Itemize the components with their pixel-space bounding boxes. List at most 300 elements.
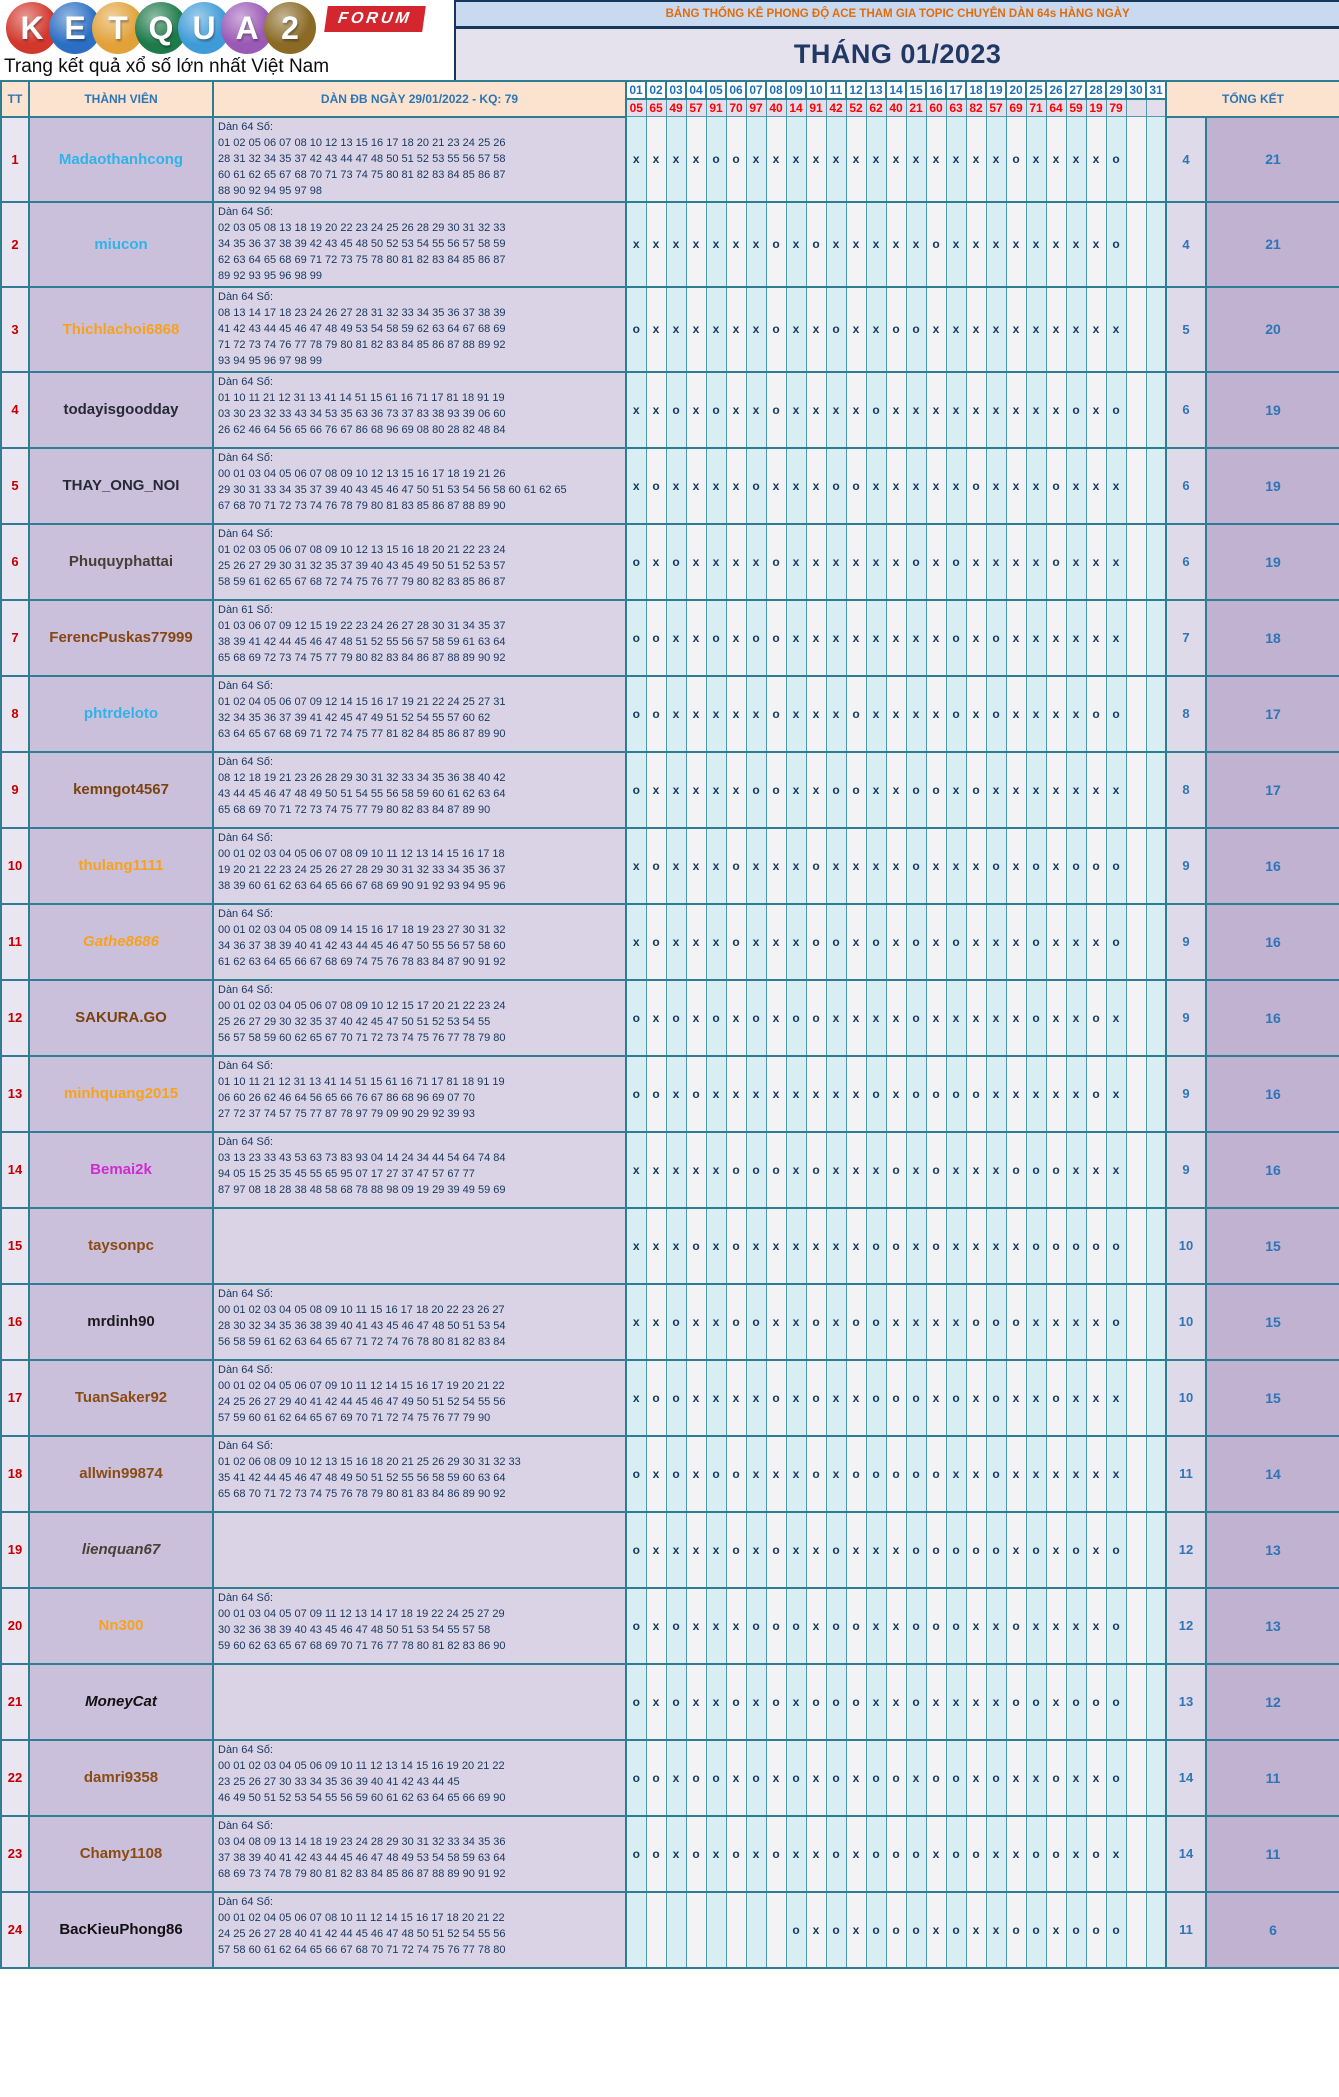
logo-letter: 2 xyxy=(264,2,316,54)
mark-cell-day-15: x xyxy=(906,676,926,752)
mark-cell-day-11: x xyxy=(826,1284,846,1360)
mark-cell-day-11: x xyxy=(826,828,846,904)
total-miss-count: 4 xyxy=(1166,202,1206,287)
kq-value-01: 05 xyxy=(626,99,646,117)
day-column-header-16: 16 xyxy=(926,81,946,99)
mark-cell-day-08: o xyxy=(766,202,786,287)
member-name[interactable]: taysonpc xyxy=(29,1208,213,1284)
column-header-total: TỔNG KẾT xyxy=(1166,81,1339,117)
mark-cell-day-11: o xyxy=(826,1740,846,1816)
dan-title: Dàn 64 Số: xyxy=(218,1743,274,1756)
mark-cell-day-04: x xyxy=(686,202,706,287)
mark-cell-day-05: x xyxy=(706,1132,726,1208)
mark-cell-day-20: x xyxy=(1006,1360,1026,1436)
mark-cell-day-05: o xyxy=(706,1740,726,1816)
row-number: 3 xyxy=(1,287,29,372)
mark-cell-day-16: x xyxy=(926,600,946,676)
day-column-header-07: 07 xyxy=(746,81,766,99)
dan-cell xyxy=(213,448,626,524)
dan-title: Dàn 64 Số: xyxy=(218,290,274,303)
mark-cell-day-28: o xyxy=(1086,980,1106,1056)
mark-cell-day-08: x xyxy=(766,1436,786,1512)
member-row-23 xyxy=(1,1816,1339,1892)
member-name[interactable]: phtrdeloto xyxy=(29,676,213,752)
mark-cell-day-06: o xyxy=(726,1208,746,1284)
member-name[interactable]: damri9358 xyxy=(29,1740,213,1816)
mark-cell-day-05: x xyxy=(706,1816,726,1892)
mark-cell-day-30 xyxy=(1126,1588,1146,1664)
member-name[interactable]: Thichlachoi6868 xyxy=(29,287,213,372)
day-column-header-12: 12 xyxy=(846,81,866,99)
mark-cell-day-15: o xyxy=(906,1816,926,1892)
mark-cell-day-16: x xyxy=(926,1284,946,1360)
mark-cell-day-30 xyxy=(1126,1436,1146,1512)
kq-value-26: 64 xyxy=(1046,99,1066,117)
mark-cell-day-05: x xyxy=(706,1056,726,1132)
mark-cell-day-17: o xyxy=(946,1056,966,1132)
dan-line: 68 69 73 74 78 79 80 81 82 83 84 85 86 87 88 89 90 91 92 xyxy=(218,1868,506,1881)
mark-cell-day-04: x xyxy=(686,1284,706,1360)
dan-title: Dàn 64 Số: xyxy=(218,983,274,996)
mark-cell-day-14: o xyxy=(886,1132,906,1208)
mark-cell-day-31 xyxy=(1146,1284,1166,1360)
member-name[interactable]: todayisgoodday xyxy=(29,372,213,448)
mark-cell-day-28: o xyxy=(1086,1056,1106,1132)
mark-cell-day-12: x xyxy=(846,372,866,448)
mark-cell-day-10: x xyxy=(806,1512,826,1588)
stats-table xyxy=(0,80,1339,1969)
dan-cell xyxy=(213,1132,626,1208)
dan-title: Dàn 64 Số: xyxy=(218,1819,274,1832)
mark-cell-day-25: x xyxy=(1026,1360,1046,1436)
mark-cell-day-19: o xyxy=(986,1360,1006,1436)
dan-title: Dàn 64 Số: xyxy=(218,831,274,844)
mark-cell-day-16: x xyxy=(926,1892,946,1968)
mark-cell-day-04: x xyxy=(686,1588,706,1664)
mark-cell-day-11: x xyxy=(826,1132,846,1208)
member-name[interactable]: lienquan67 xyxy=(29,1512,213,1588)
member-row-12 xyxy=(1,980,1339,1056)
mark-cell-day-13: o xyxy=(866,372,886,448)
mark-cell-day-06: o xyxy=(726,904,746,980)
mark-cell-day-18: x xyxy=(966,600,986,676)
dan-line: 28 31 32 34 35 37 42 43 44 47 48 50 51 52 53 55 56 57 58 xyxy=(218,152,506,165)
mark-cell-day-04: x xyxy=(686,1360,706,1436)
kq-value-16: 60 xyxy=(926,99,946,117)
dan-title: Dàn 64 Số: xyxy=(218,1439,274,1452)
mark-cell-day-12: x xyxy=(846,1208,866,1284)
mark-cell-day-01: x xyxy=(626,372,646,448)
mark-cell-day-19: x xyxy=(986,287,1006,372)
mark-cell-day-02: x xyxy=(646,1664,666,1740)
member-name[interactable]: THAY_ONG_NOI xyxy=(29,448,213,524)
mark-cell-day-15: o xyxy=(906,904,926,980)
mark-cell-day-26: o xyxy=(1046,1132,1066,1208)
mark-cell-day-28: x xyxy=(1086,287,1106,372)
dan-line: 00 01 03 04 05 06 07 08 09 10 12 13 15 16 17 18 19 21 26 xyxy=(218,467,506,480)
mark-cell-day-04: x xyxy=(686,372,706,448)
member-name[interactable]: TuanSaker92 xyxy=(29,1360,213,1436)
row-number: 2 xyxy=(1,202,29,287)
mark-cell-day-14: x xyxy=(886,1056,906,1132)
total-miss-count: 9 xyxy=(1166,904,1206,980)
dan-cell xyxy=(213,1740,626,1816)
mark-cell-day-02: x xyxy=(646,1284,666,1360)
mark-cell-day-20: o xyxy=(1006,1588,1026,1664)
mark-cell-day-26: x xyxy=(1046,1512,1066,1588)
mark-cell-day-09: x xyxy=(786,1512,806,1588)
mark-cell-day-11: x xyxy=(826,1360,846,1436)
mark-cell-day-03: x xyxy=(666,904,686,980)
dan-line: 65 68 69 70 71 72 73 74 75 77 79 80 82 83 84 87 89 90 xyxy=(218,804,491,817)
mark-cell-day-28: o xyxy=(1086,1664,1106,1740)
mark-cell-day-03: x xyxy=(666,1816,686,1892)
mark-cell-day-05: o xyxy=(706,980,726,1056)
day-column-header-20: 20 xyxy=(1006,81,1026,99)
dan-line: 61 62 63 64 65 66 67 68 69 74 75 76 78 83 84 87 90 91 92 xyxy=(218,956,506,969)
mark-cell-day-09: x xyxy=(786,1056,806,1132)
dan-cell xyxy=(213,1892,626,1968)
mark-cell-day-18: o xyxy=(966,1056,986,1132)
mark-cell-day-08: o xyxy=(766,1512,786,1588)
mark-cell-day-11: o xyxy=(826,1664,846,1740)
member-name[interactable]: MoneyCat xyxy=(29,1664,213,1740)
total-miss-count: 10 xyxy=(1166,1360,1206,1436)
mark-cell-day-20: x xyxy=(1006,828,1026,904)
mark-cell-day-15: x xyxy=(906,202,926,287)
mark-cell-day-07: x xyxy=(746,1056,766,1132)
mark-cell-day-07: o xyxy=(746,600,766,676)
mark-cell-day-01: o xyxy=(626,1436,646,1512)
mark-cell-day-04: x xyxy=(686,1512,706,1588)
mark-cell-day-25: o xyxy=(1026,1208,1046,1284)
dan-line: 43 44 45 46 47 48 49 50 51 54 55 56 58 59 60 61 62 63 64 xyxy=(218,787,506,800)
mark-cell-day-05: o xyxy=(706,1436,726,1512)
mark-cell-day-25: x xyxy=(1026,1436,1046,1512)
mark-cell-day-25: o xyxy=(1026,1892,1046,1968)
dan-cell xyxy=(213,1588,626,1664)
dan-line: 46 49 50 51 52 53 54 55 56 59 60 61 62 63 64 65 66 69 90 xyxy=(218,1792,506,1805)
mark-cell-day-18: x xyxy=(966,1436,986,1512)
mark-cell-day-05: x xyxy=(706,287,726,372)
mark-cell-day-25: o xyxy=(1026,1816,1046,1892)
column-header-tt: TT xyxy=(1,81,29,117)
mark-cell-day-30 xyxy=(1126,1284,1146,1360)
member-name[interactable]: FerencPuskas77999 xyxy=(29,600,213,676)
day-column-header-31: 31 xyxy=(1146,81,1166,99)
total-miss-count: 12 xyxy=(1166,1588,1206,1664)
mark-cell-day-03: x xyxy=(666,1208,686,1284)
dan-cell xyxy=(213,1664,626,1740)
dan-cell xyxy=(213,1208,626,1284)
logo-letter: E xyxy=(49,2,101,54)
dan-line: 32 34 35 36 37 39 41 42 45 47 49 51 52 54 55 57 60 62 xyxy=(218,711,491,724)
mark-cell-day-03: x xyxy=(666,287,686,372)
kq-value-27: 59 xyxy=(1066,99,1086,117)
mark-cell-day-08: o xyxy=(766,600,786,676)
dan-line: 27 72 37 74 57 75 77 87 78 97 79 09 90 29 92 39 93 xyxy=(218,1108,475,1121)
mark-cell-day-04: x xyxy=(686,1132,706,1208)
mark-cell-day-08: o xyxy=(766,752,786,828)
kq-value-29: 79 xyxy=(1106,99,1126,117)
mark-cell-day-01: o xyxy=(626,287,646,372)
kq-value-09: 14 xyxy=(786,99,806,117)
mark-cell-day-16: x xyxy=(926,117,946,202)
mark-cell-day-04: o xyxy=(686,1816,706,1892)
mark-cell-day-31 xyxy=(1146,372,1166,448)
dan-cell xyxy=(213,1056,626,1132)
member-name[interactable]: kemngot4567 xyxy=(29,752,213,828)
mark-cell-day-06 xyxy=(726,1892,746,1968)
dan-line: 24 25 26 27 29 40 41 42 44 45 46 47 49 50 51 52 54 55 56 xyxy=(218,1395,506,1408)
mark-cell-day-06: x xyxy=(726,980,746,1056)
mark-cell-day-18: o xyxy=(966,448,986,524)
mark-cell-day-30 xyxy=(1126,1816,1146,1892)
mark-cell-day-09: x xyxy=(786,1284,806,1360)
mark-cell-day-13: x xyxy=(866,117,886,202)
mark-cell-day-19: x xyxy=(986,752,1006,828)
mark-cell-day-12: x xyxy=(846,524,866,600)
mark-cell-day-05: x xyxy=(706,828,726,904)
mark-cell-day-25: x xyxy=(1026,676,1046,752)
dan-line: 28 30 32 34 35 36 38 39 40 41 43 45 46 47 48 50 51 53 54 xyxy=(218,1319,506,1332)
mark-cell-day-28: x xyxy=(1086,1740,1106,1816)
mark-cell-day-16: o xyxy=(926,1436,946,1512)
mark-cell-day-09: x xyxy=(786,828,806,904)
kq-value-07: 97 xyxy=(746,99,766,117)
mark-cell-day-29: x xyxy=(1106,600,1126,676)
mark-cell-day-15: x xyxy=(906,1208,926,1284)
mark-cell-day-31 xyxy=(1146,1360,1166,1436)
member-row-24 xyxy=(1,1892,1339,1968)
column-header-dan: DÀN ĐB NGÀY 29/01/2022 - KQ: 79 xyxy=(213,81,626,117)
kq-value-11: 42 xyxy=(826,99,846,117)
mark-cell-day-04: x xyxy=(686,117,706,202)
mark-cell-day-12: o xyxy=(846,448,866,524)
mark-cell-day-19: x xyxy=(986,448,1006,524)
member-name[interactable]: mrdinh90 xyxy=(29,1284,213,1360)
member-name[interactable]: Bemai2k xyxy=(29,1132,213,1208)
mark-cell-day-08: x xyxy=(766,1284,786,1360)
dan-line: 03 04 08 09 13 14 18 19 23 24 28 29 30 31 32 33 34 35 36 xyxy=(218,1835,506,1848)
mark-cell-day-30 xyxy=(1126,1892,1146,1968)
mark-cell-day-26: o xyxy=(1046,1208,1066,1284)
mark-cell-day-03: x xyxy=(666,1512,686,1588)
row-number: 20 xyxy=(1,1588,29,1664)
mark-cell-day-02 xyxy=(646,1892,666,1968)
dan-line: 30 32 36 38 39 40 43 45 46 47 48 50 51 53 54 55 57 58 xyxy=(218,1623,491,1636)
mark-cell-day-10: o xyxy=(806,904,826,980)
kq-value-19: 57 xyxy=(986,99,1006,117)
dan-cell xyxy=(213,1436,626,1512)
dan-line: 56 57 58 59 60 62 65 67 70 71 72 73 74 75 76 77 78 79 80 xyxy=(218,1032,506,1045)
member-name[interactable]: Madaothanhcong xyxy=(29,117,213,202)
mark-cell-day-12: x xyxy=(846,828,866,904)
mark-cell-day-27: x xyxy=(1066,202,1086,287)
mark-cell-day-17: o xyxy=(946,1360,966,1436)
mark-cell-day-07: o xyxy=(746,1588,766,1664)
mark-cell-day-31 xyxy=(1146,1436,1166,1512)
mark-cell-day-05: o xyxy=(706,600,726,676)
total-hit-count: 16 xyxy=(1206,1132,1339,1208)
dan-line: 94 05 15 25 35 45 55 65 95 07 17 27 37 47 57 67 77 xyxy=(218,1167,475,1180)
mark-cell-day-16: x xyxy=(926,828,946,904)
mark-cell-day-25: x xyxy=(1026,202,1046,287)
mark-cell-day-16: o xyxy=(926,1740,946,1816)
mark-cell-day-25: x xyxy=(1026,1740,1046,1816)
member-name[interactable]: Chamy1108 xyxy=(29,1816,213,1892)
mark-cell-day-10: o xyxy=(806,828,826,904)
logo[interactable] xyxy=(0,0,454,80)
mark-cell-day-11: x xyxy=(826,372,846,448)
dan-line: 87 97 08 18 28 38 48 58 68 78 88 98 09 19 29 39 49 59 69 xyxy=(218,1184,506,1197)
mark-cell-day-07 xyxy=(746,1892,766,1968)
mark-cell-day-31 xyxy=(1146,904,1166,980)
mark-cell-day-30 xyxy=(1126,904,1146,980)
mark-cell-day-31 xyxy=(1146,448,1166,524)
dan-title: Dàn 64 Số: xyxy=(218,1059,274,1072)
mark-cell-day-29: x xyxy=(1106,752,1126,828)
mark-cell-day-02: o xyxy=(646,904,666,980)
mark-cell-day-02: o xyxy=(646,1740,666,1816)
mark-cell-day-02: x xyxy=(646,1436,666,1512)
mark-cell-day-29: x xyxy=(1106,287,1126,372)
member-name[interactable]: Gathe8686 xyxy=(29,904,213,980)
mark-cell-day-09: x xyxy=(786,676,806,752)
total-hit-count: 15 xyxy=(1206,1360,1339,1436)
row-number: 14 xyxy=(1,1132,29,1208)
mark-cell-day-04: o xyxy=(686,1056,706,1132)
page-header xyxy=(0,0,1339,80)
mark-cell-day-06: x xyxy=(726,676,746,752)
mark-cell-day-30 xyxy=(1126,828,1146,904)
mark-cell-day-06: x xyxy=(726,1740,746,1816)
mark-cell-day-08: o xyxy=(766,1132,786,1208)
mark-cell-day-06: x xyxy=(726,752,746,828)
mark-cell-day-05: x xyxy=(706,448,726,524)
kq-value-12: 52 xyxy=(846,99,866,117)
mark-cell-day-05: o xyxy=(706,117,726,202)
mark-cell-day-09: x xyxy=(786,1360,806,1436)
member-name[interactable]: Nn300 xyxy=(29,1588,213,1664)
logo-letter: U xyxy=(178,2,230,54)
dan-cell xyxy=(213,1284,626,1360)
mark-cell-day-04: o xyxy=(686,1208,706,1284)
mark-cell-day-04: x xyxy=(686,448,706,524)
mark-cell-day-17: x xyxy=(946,287,966,372)
mark-cell-day-13: x xyxy=(866,287,886,372)
mark-cell-day-06: x xyxy=(726,1588,746,1664)
mark-cell-day-26: x xyxy=(1046,117,1066,202)
mark-cell-day-20: x xyxy=(1006,1816,1026,1892)
mark-cell-day-12: x xyxy=(846,1360,866,1436)
logo-tagline: Trang kết quả xổ số lớn nhất Việt Nam xyxy=(4,56,330,77)
mark-cell-day-16: o xyxy=(926,752,946,828)
member-name[interactable]: SAKURA.GO xyxy=(29,980,213,1056)
mark-cell-day-15: x xyxy=(906,1284,926,1360)
kq-value-15: 21 xyxy=(906,99,926,117)
mark-cell-day-20: x xyxy=(1006,1512,1026,1588)
day-column-header-29: 29 xyxy=(1106,81,1126,99)
mark-cell-day-01: o xyxy=(626,524,646,600)
mark-cell-day-04: x xyxy=(686,752,706,828)
mark-cell-day-12: o xyxy=(846,676,866,752)
mark-cell-day-14: x xyxy=(886,752,906,828)
dan-cell xyxy=(213,600,626,676)
dan-line: 34 35 36 37 38 39 42 43 45 48 50 52 53 54 55 56 57 58 59 xyxy=(218,237,506,250)
mark-cell-day-03: x xyxy=(666,448,686,524)
mark-cell-day-18: x xyxy=(966,1892,986,1968)
mark-cell-day-30 xyxy=(1126,448,1146,524)
mark-cell-day-29: o xyxy=(1106,202,1126,287)
mark-cell-day-10: o xyxy=(806,1132,826,1208)
mark-cell-day-17: x xyxy=(946,202,966,287)
mark-cell-day-06: o xyxy=(726,1664,746,1740)
mark-cell-day-01: x xyxy=(626,904,646,980)
dan-line: 01 03 06 07 09 12 15 19 22 23 24 26 27 28 30 31 34 35 37 xyxy=(218,619,506,632)
mark-cell-day-29: o xyxy=(1106,676,1126,752)
mark-cell-day-19: x xyxy=(986,980,1006,1056)
mark-cell-day-06: o xyxy=(726,1436,746,1512)
mark-cell-day-13: x xyxy=(866,980,886,1056)
mark-cell-day-26: o xyxy=(1046,1740,1066,1816)
member-name[interactable]: Phuquyphattai xyxy=(29,524,213,600)
dan-line: 56 58 59 61 62 63 64 65 67 71 72 74 76 78 80 81 82 83 84 xyxy=(218,1336,506,1349)
row-number: 13 xyxy=(1,1056,29,1132)
mark-cell-day-10: o xyxy=(806,980,826,1056)
member-name[interactable]: thulang1111 xyxy=(29,828,213,904)
member-name[interactable]: minhquang2015 xyxy=(29,1056,213,1132)
mark-cell-day-11: x xyxy=(826,676,846,752)
member-name[interactable]: miucon xyxy=(29,202,213,287)
mark-cell-day-17: x xyxy=(946,448,966,524)
mark-cell-day-25: o xyxy=(1026,904,1046,980)
member-name[interactable]: allwin99874 xyxy=(29,1436,213,1512)
mark-cell-day-17: o xyxy=(946,1816,966,1892)
mark-cell-day-12: x xyxy=(846,1740,866,1816)
member-name[interactable]: BacKieuPhong86 xyxy=(29,1892,213,1968)
mark-cell-day-17: x xyxy=(946,1132,966,1208)
member-row-3 xyxy=(1,287,1339,372)
mark-cell-day-28: x xyxy=(1086,524,1106,600)
total-hit-count: 12 xyxy=(1206,1664,1339,1740)
mark-cell-day-05: x xyxy=(706,202,726,287)
day-column-header-25: 25 xyxy=(1026,81,1046,99)
mark-cell-day-11: x xyxy=(826,980,846,1056)
mark-cell-day-15: x xyxy=(906,1740,926,1816)
mark-cell-day-07: o xyxy=(746,980,766,1056)
mark-cell-day-20: x xyxy=(1006,524,1026,600)
kq-value-10: 91 xyxy=(806,99,826,117)
mark-cell-day-07: x xyxy=(746,828,766,904)
mark-cell-day-03: x xyxy=(666,752,686,828)
mark-cell-day-18: x xyxy=(966,828,986,904)
day-column-header-05: 05 xyxy=(706,81,726,99)
mark-cell-day-19: x xyxy=(986,904,1006,980)
dan-title: Dàn 64 Số: xyxy=(218,679,274,692)
mark-cell-day-18: o xyxy=(966,1284,986,1360)
mark-cell-day-12: o xyxy=(846,1284,866,1360)
mark-cell-day-26: x xyxy=(1046,1056,1066,1132)
dan-title: Dàn 64 Số: xyxy=(218,1287,274,1300)
member-row-22 xyxy=(1,1740,1339,1816)
logo-letter: K xyxy=(6,2,58,54)
mark-cell-day-20: x xyxy=(1006,1208,1026,1284)
mark-cell-day-12: x xyxy=(846,287,866,372)
mark-cell-day-18: x xyxy=(966,287,986,372)
row-number: 9 xyxy=(1,752,29,828)
dan-line: 67 68 70 71 72 73 74 76 78 79 80 81 83 85 86 87 88 89 90 xyxy=(218,500,506,513)
